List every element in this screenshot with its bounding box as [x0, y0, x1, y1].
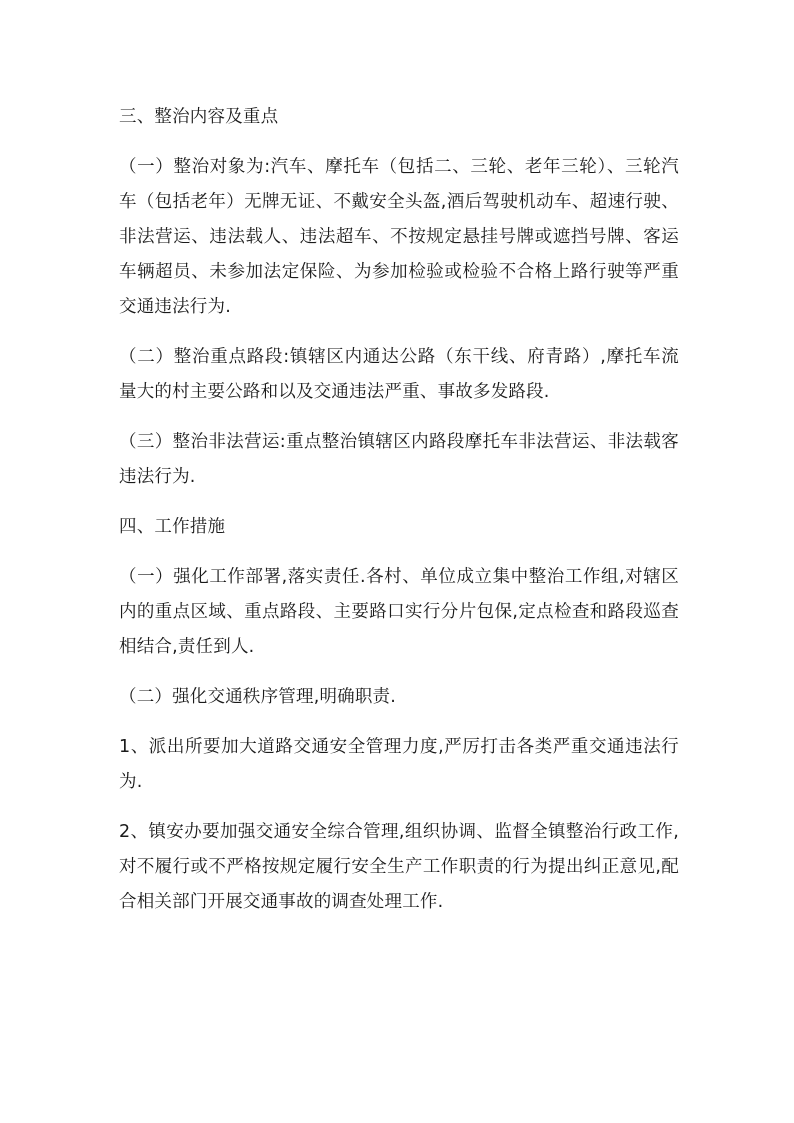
list-item-police: 1、派出所要加大道路交通安全管理力度,严厉打击各类严重交通违法行为.: [119, 737, 679, 792]
section-heading-3: 三、整治内容及重点: [119, 107, 279, 127]
document-body: [119, 100, 679, 935]
paragraph-illegal-operation: （三）整治非法营运:重点整治镇辖区内路段摩托车非法营运、非法载客违法行为.: [119, 432, 679, 487]
paragraph-targets: （一）整治对象为:汽车、摩托车（包括二、三轮、老年三轮）、三轮汽车（包括老年）无牌无证、不戴安全头盔,酒后驾驶机动车、超速行驶、非法营运、违法载人、违法超车、不按规定悬挂号牌或遮挡号牌、客运车辆超员、未参加法定保险、为参加检验或检验不合格上路行驶等严重交通违法行为.: [119, 157, 679, 317]
list-item-safety-office: 2、镇安办要加强交通安全综合管理,组织协调、监督全镇整治行政工作,对不履行或不严格按规定履行安全生产工作职责的行为提出纠正意见,配合相关部门开展交通事故的调查处理工作.: [119, 822, 679, 912]
paragraph-order-management: （二）强化交通秩序管理,明确职责.: [119, 687, 397, 707]
section-heading-4: 四、工作措施: [119, 517, 226, 537]
paragraph-deployment: （一）强化工作部署,落实责任.各村、单位成立集中整治工作组,对辖区内的重点区域、重点路段、主要路口实行分片包保,定点检查和路段巡查相结合,责任到人.: [119, 567, 679, 657]
paragraph-key-roads: （二）整治重点路段:镇辖区内通达公路（东干线、府青路）,摩托车流量大的村主要公路和以及交通违法严重、事故多发路段.: [119, 347, 679, 402]
